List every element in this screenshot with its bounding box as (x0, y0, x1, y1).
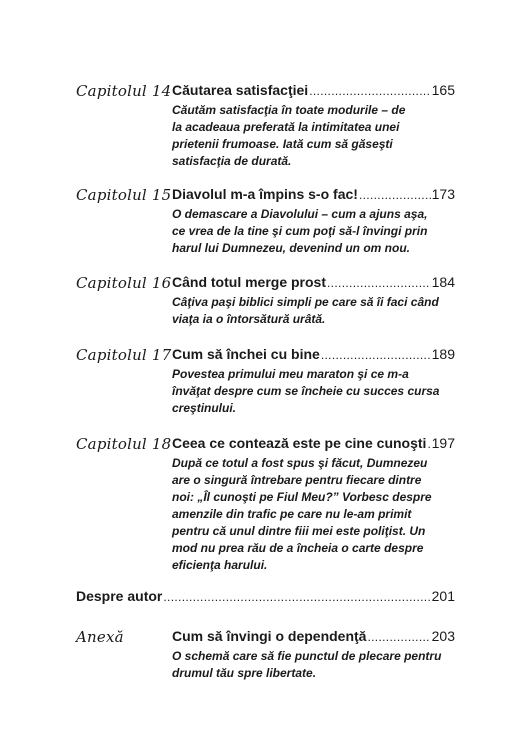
chapter-title-row[interactable] (172, 186, 455, 202)
annex-title-row[interactable] (172, 628, 455, 644)
chapter-label: Capitolul 18 (76, 435, 172, 453)
dot-leader (327, 276, 431, 290)
chapter-label: Capitolul 16 (76, 274, 172, 292)
chapter-title: Căutarea satisfacţiei (172, 82, 309, 98)
chapter-title-row[interactable] (172, 82, 455, 98)
dot-leader (359, 188, 431, 202)
chapter-title: Cum să închei cu bine (172, 346, 320, 362)
page-number: 201 (431, 588, 455, 604)
chapter-title-row[interactable] (172, 435, 455, 451)
page-number: 197 (431, 435, 455, 451)
chapter-label: Capitolul 17 (76, 346, 172, 364)
annex-title: Cum să învingi o dependenţă (172, 628, 367, 644)
dot-leader (309, 84, 430, 98)
dot-leader (163, 590, 430, 604)
page-number: 189 (431, 346, 455, 362)
page-number: 184 (431, 274, 455, 290)
chapter-description: O demascare a Diavolului – cum a ajuns aşa, ce vrea de la tine şi cum poţi să-l învingi prin harul lui Dumnezeu, devenind un om nou. (172, 207, 428, 255)
page-number: 173 (431, 186, 455, 202)
chapter-label: Capitolul 14 (76, 82, 172, 100)
chapter-title: Diavolul m-a împins s-o fac! (172, 186, 358, 202)
page-number: 203 (431, 628, 455, 644)
page-number: 165 (431, 82, 455, 98)
dot-leader (321, 348, 431, 362)
annex-label: Anexă (76, 628, 124, 646)
chapter-description: Căutăm satisfacţia în toate modurile – de la acadeaua preferată la intimitatea unei prietenii frumoase. Iată cum să găseşti satisfacţia de durată. (172, 103, 406, 168)
about-title-row[interactable] (76, 588, 455, 604)
chapter-description: După ce totul a fost spus şi făcut, Dumnezeu are o singură întrebare pentru fiecare dintre noi: „Îl cunoşti pe Fiul Meu?” Vorbesc despre amenzile din trafic pe care nu le-am primit pentru că unul dintre fiii mei este poliţist. Un mod nu prea rău de a încheia o carte despre eficienţa harului. (172, 456, 432, 572)
chapter-title-row[interactable] (172, 346, 455, 362)
chapter-description: Povestea primului meu maraton şi ce m-a învăţat despre cum se încheie cu succes cursa creştinului. (172, 367, 440, 415)
dot-leader (427, 437, 430, 451)
chapter-label: Capitolul 15 (76, 186, 172, 204)
annex-description: O schemă care să fie punctul de plecare pentru drumul tău spre libertate. (172, 649, 442, 680)
chapter-title: Ceea ce contează este pe cine cunoşti (172, 435, 427, 451)
chapter-description: Câţiva paşi biblici simpli pe care să îi faci când viaţa ia o întorsătură urâtă. (172, 295, 439, 326)
chapter-title: Când totul merge prost (172, 274, 327, 290)
chapter-title-row[interactable] (172, 274, 455, 290)
about-title: Despre autor (76, 588, 163, 604)
dot-leader (367, 630, 430, 644)
